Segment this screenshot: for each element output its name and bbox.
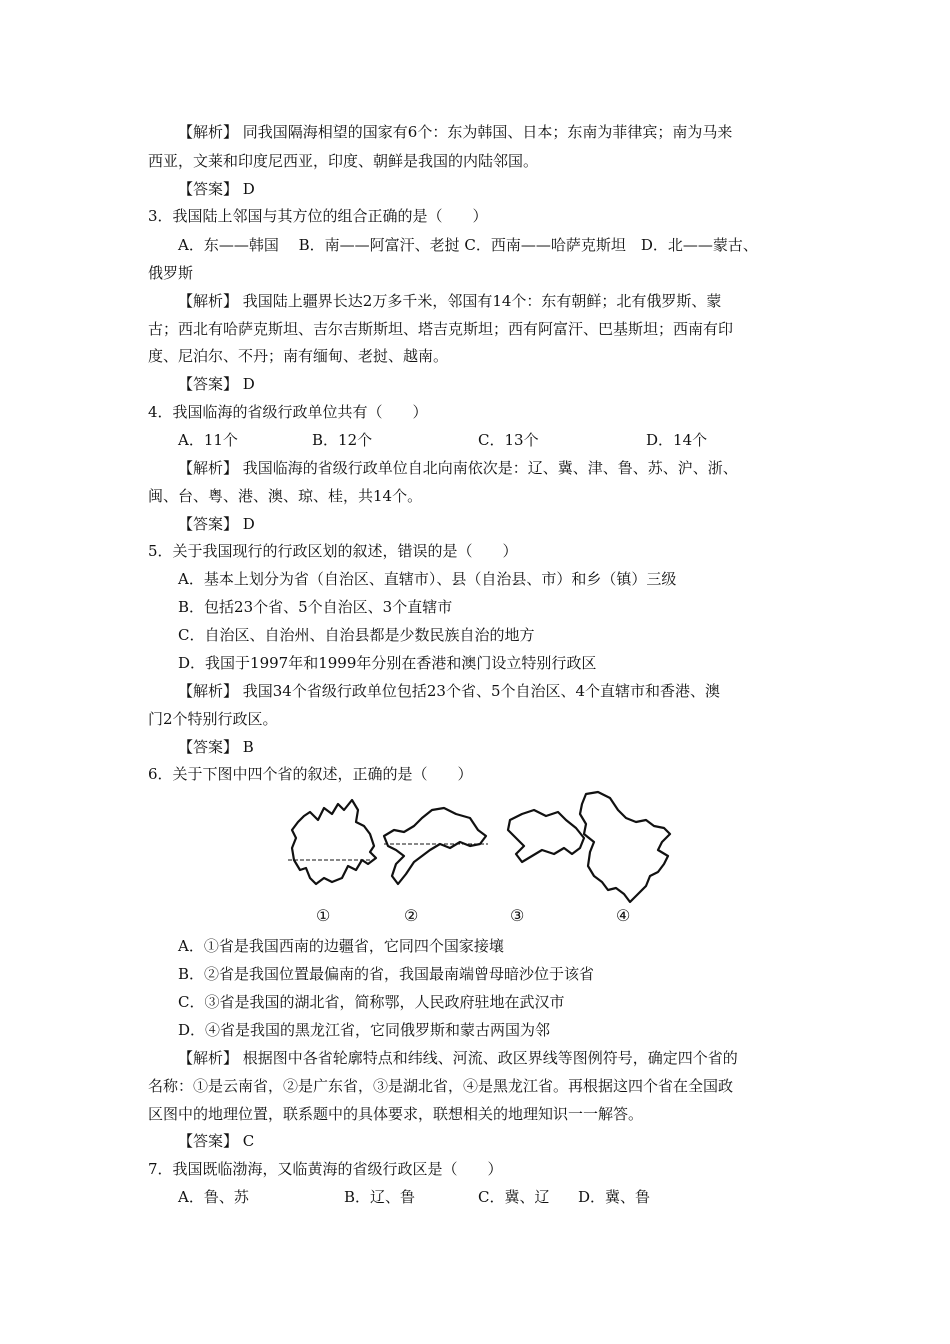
q7-stem: 7．我国既临渤海，又临黄海的省级行政区是（ ） [148, 1160, 503, 1178]
province-2-outline [384, 808, 486, 884]
q6-choice-c: C．③省是我国的湖北省，简称鄂，人民政府驻地在武汉市 [178, 993, 565, 1011]
q4-analysis-line-2: 闽、台、粤、港、澳、琼、桂，共14个。 [148, 487, 423, 505]
q5-analysis-line-2: 门2个特别行政区。 [148, 710, 278, 728]
q5-choice-a: A．基本上划分为省（自治区、直辖市）、县（自治县、市）和乡（镇）三级 [178, 570, 677, 588]
q6-answer: 【答案】 C [178, 1132, 255, 1150]
q3-choices-line-2: 俄罗斯 [148, 264, 194, 282]
q5-choice-d: D．我国于1997年和1999年分别在香港和澳门设立特别行政区 [178, 654, 597, 672]
q5-choice-b: B．包括23个省、5个自治区、3个直辖市 [178, 598, 453, 616]
q7-choice-b: B．辽、鲁 [344, 1188, 416, 1206]
q6-analysis-line-2: 名称：①是云南省，②是广东省，③是湖北省，④是黑龙江省。再根据这四个省在全国政 [148, 1077, 734, 1095]
q4-analysis-line-1: 【解析】 我国临海的省级行政单位自北向南依次是：辽、冀、津、鲁、苏、沪、浙、 [178, 459, 738, 477]
figure-label-4: ④ [616, 906, 631, 925]
q7-choice-d: D．冀、鲁 [578, 1188, 651, 1206]
q6-choice-a: A．①省是我国西南的边疆省，它同四个国家接壤 [178, 937, 504, 955]
q3-analysis-line-1: 【解析】 我国陆上疆界长达2万多千米，邻国有14个：东有朝鲜；北有俄罗斯、蒙 [178, 292, 722, 310]
figure-label-2: ② [404, 906, 419, 925]
q4-choice-b: B．12个 [312, 431, 373, 449]
figure-label-3: ③ [510, 906, 525, 925]
q4-stem: 4．我国临海的省级行政单位共有（ ） [148, 403, 428, 421]
q5-choice-c: C．自治区、自治州、自治县都是少数民族自治的地方 [178, 626, 535, 644]
q6-stem: 6．关于下图中四个省的叙述，正确的是（ ） [148, 765, 473, 783]
q7-choice-c: C．冀、辽 [478, 1188, 550, 1206]
q2-analysis-line-1: 【解析】 同我国隔海相望的国家有6个：东为韩国、日本；东南为菲律宾；南为马来 [178, 123, 733, 141]
province-1-outline [292, 800, 376, 884]
province-outline-figure [280, 790, 700, 930]
q4-choice-d: D．14个 [646, 431, 708, 449]
q4-choice-a: A．11个 [178, 431, 238, 449]
province-outlines [280, 790, 700, 930]
q6-analysis-line-1: 【解析】 根据图中各省轮廓特点和纬线、河流、政区界线等图例符号，确定四个省的 [178, 1049, 738, 1067]
q5-stem: 5．关于我国现行的行政区划的叙述，错误的是（ ） [148, 542, 518, 560]
q4-choice-c: C．13个 [478, 431, 539, 449]
q3-choices-line-1: A．东——韩国 B．南——阿富汗、老挝 C．西南——哈萨克斯坦 D．北——蒙古、 [178, 236, 758, 254]
q6-choice-d: D．④省是我国的黑龙江省，它同俄罗斯和蒙古两国为邻 [178, 1021, 551, 1039]
q6-choice-b: B．②省是我国位置最偏南的省，我国最南端曾母暗沙位于该省 [178, 965, 595, 983]
figure-label-1: ① [316, 906, 331, 925]
q5-answer: 【答案】 B [178, 738, 254, 756]
q3-stem: 3．我国陆上邻国与其方位的组合正确的是（ ） [148, 207, 488, 225]
province-4-outline [580, 792, 670, 902]
q3-answer: 【答案】 D [178, 375, 255, 393]
q2-analysis-line-2: 西亚，文莱和印度尼西亚，印度、朝鲜是我国的内陆邻国。 [148, 152, 539, 170]
q7-choice-a: A．鲁、苏 [178, 1188, 249, 1206]
q5-analysis-line-1: 【解析】 我国34个省级行政单位包括23个省、5个自治区、4个直辖市和香港、澳 [178, 682, 721, 700]
q6-analysis-line-3: 区图中的地理位置，联系题中的具体要求，联想相关的地理知识一一解答。 [148, 1105, 644, 1123]
q3-analysis-line-2: 古；西北有哈萨克斯坦、吉尔吉斯斯坦、塔吉克斯坦；西有阿富汗、巴基斯坦；西南有印 [148, 320, 734, 338]
province-3-outline [508, 810, 584, 862]
q2-answer: 【答案】 D [178, 180, 255, 198]
q3-analysis-line-3: 度、尼泊尔、不丹；南有缅甸、老挝、越南。 [148, 347, 449, 365]
q4-answer: 【答案】 D [178, 515, 255, 533]
